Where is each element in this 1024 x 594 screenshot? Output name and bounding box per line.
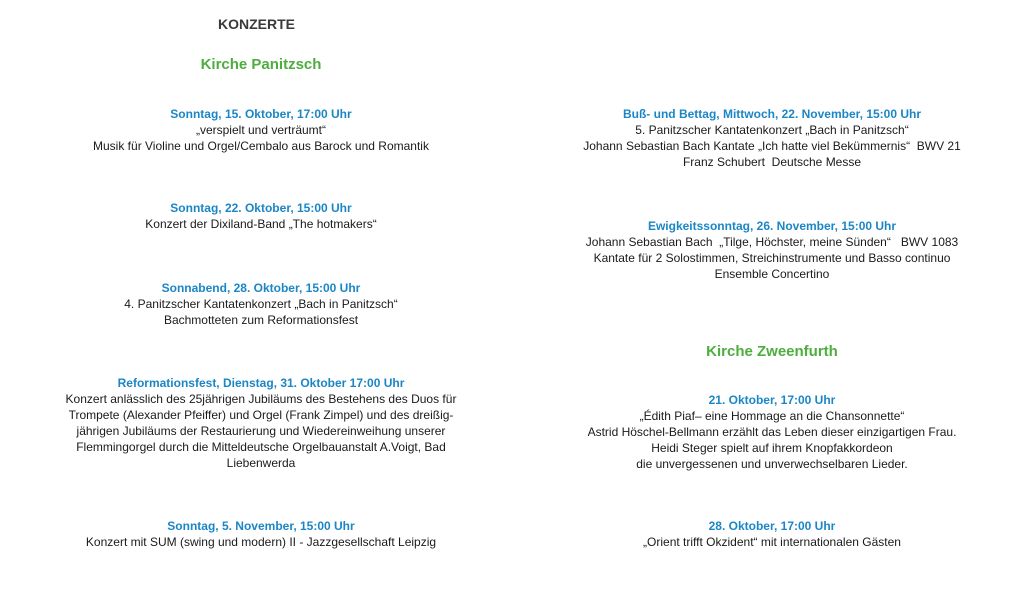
event-line: 4. Panitzscher Kantatenkonzert „Bach in Panitzsch“ <box>124 297 398 311</box>
event-line: die unvergessenen und unverwechselbaren Lieder. <box>636 457 908 471</box>
event-card <box>40 375 482 471</box>
event-line: Ensemble Concertino <box>714 267 830 281</box>
event-line: 5. Panitzscher Kantatenkonzert „Bach in Panitzsch“ <box>635 123 909 137</box>
event-date: Sonntag, 22. Oktober, 15:00 Uhr <box>170 201 352 215</box>
event-card <box>540 518 1004 550</box>
section-title-zweenfurth: Kirche Zweenfurth <box>706 343 838 360</box>
event-date: 21. Oktober, 17:00 Uhr <box>708 393 836 407</box>
event-date: Reformationsfest, Dienstag, 31. Oktober 17:00 Uhr <box>117 376 405 390</box>
event-card <box>540 218 1004 282</box>
event-line: Musik für Violine und Orgel/Cembalo aus Barock und Romantik <box>93 139 429 153</box>
event-date: 28. Oktober, 17:00 Uhr <box>708 519 836 533</box>
event-date: Buß- und Bettag, Mittwoch, 22. November, 15:00 Uhr <box>622 107 922 121</box>
event-date: Sonntag, 15. Oktober, 17:00 Uhr <box>170 107 352 121</box>
event-date: Ewigkeitssonntag, 26. November, 15:00 Uhr <box>647 219 897 233</box>
event-card <box>40 200 482 232</box>
event-line: Liebenwerda <box>226 456 296 470</box>
event-line: Kantate für 2 Solostimmen, Streichinstrumente und Basso continuo <box>593 251 951 265</box>
event-line: Konzert der Dixiland-Band „The hotmakers“ <box>145 217 377 231</box>
event-line: Heidi Steger spielt auf ihrem Knopfakkordeon <box>651 441 893 455</box>
event-card <box>40 518 482 550</box>
event-date: Sonnabend, 28. Oktober, 15:00 Uhr <box>161 281 361 295</box>
event-card <box>540 392 1004 472</box>
event-date: Sonntag, 5. November, 15:00 Uhr <box>167 519 355 533</box>
event-line: Franz Schubert Deutsche Messe <box>682 155 862 169</box>
event-line: Bachmotteten zum Reformationsfest <box>163 313 359 327</box>
event-line: jährigen Jubiläums der Restaurierung und Wiedereinweihung unserer <box>76 424 446 438</box>
event-line: Konzert anlässlich des 25jährigen Jubiläums des Bestehens des Duos für <box>65 392 457 406</box>
event-card <box>40 106 482 154</box>
event-line: Astrid Höschel-Bellmann erzählt das Leben dieser einzigartigen Frau. <box>587 425 957 439</box>
event-line: Trompete (Alexander Pfeiffer) und Orgel (Frank Zimpel) und des dreißig- <box>68 408 454 422</box>
event-card <box>540 106 1004 170</box>
event-line: Johann Sebastian Bach Kantate „Ich hatte viel Bekümmernis“ BWV 21 <box>583 139 961 153</box>
event-line: „verspielt und verträumt“ <box>195 123 327 137</box>
page-title: KONZERTE <box>218 16 295 32</box>
section-title-panitzsch: Kirche Panitzsch <box>200 56 322 73</box>
event-line: Flemmingorgel durch die Mitteldeutsche Orgelbauanstalt A.Voigt, Bad <box>76 440 446 454</box>
event-line: Konzert mit SUM (swing und modern) II - Jazzgesellschaft Leipzig <box>85 535 437 549</box>
event-line: Johann Sebastian Bach „Tilge, Höchster, meine Sünden“ BWV 1083 <box>585 235 959 249</box>
event-line: „Édith Piaf– eine Hommage an die Chansonnette“ <box>639 409 905 423</box>
event-card <box>40 280 482 328</box>
event-line: „Orient trifft Okzident“ mit internationalen Gästen <box>643 535 901 549</box>
